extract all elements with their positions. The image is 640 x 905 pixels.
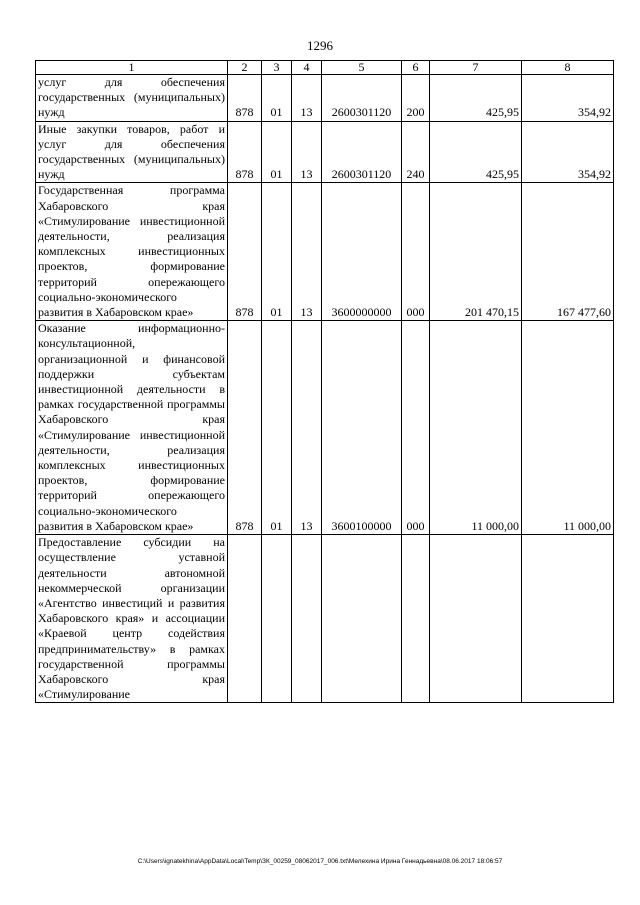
cell-amount-7: 11 000,00 (430, 321, 522, 535)
cell-subsection: 13 (292, 321, 322, 535)
cell-target-item: 3600000000 (322, 183, 402, 321)
page-number: 1296 (307, 38, 333, 53)
footer-file-path: C:\Users\ignatekhina\AppData\Local\Temp\ЗК_00259_08062017_006.txt\Мелехина Ирина Геннадьевна\08.06.2017 18:06:57 (137, 858, 503, 865)
cell-amount-7: 201 470,15 (430, 183, 522, 321)
col-header: 7 (430, 61, 522, 75)
col-header: 3 (262, 61, 292, 75)
row-name: Иные закупки товаров, работ и услуг для обеспечения государственных (муниципальных) нужд (36, 121, 228, 183)
cell-expense-type: 000 (402, 321, 430, 535)
cell-expense-type (402, 535, 430, 703)
col-header: 1 (36, 61, 228, 75)
cell-subsection: 13 (292, 183, 322, 321)
row-name: Государственная программа Хабаровского края «Стимулирование инвестиционной деятельности, реализация комплексных инвестиционных проектов, формирование территорий опережающего социально-экономического развития в Хабаровском крае» (36, 183, 228, 321)
cell-code (228, 535, 262, 703)
cell-target-item: 2600301120 (322, 75, 402, 122)
table-row (36, 121, 614, 183)
cell-amount-8: 354,92 (522, 121, 614, 183)
col-header: 5 (322, 61, 402, 75)
cell-amount-8: 167 477,60 (522, 183, 614, 321)
cell-amount-7: 425,95 (430, 121, 522, 183)
cell-amount-8: 11 000,00 (522, 321, 614, 535)
row-name: услуг для обеспечения государственных (муниципальных) нужд (36, 75, 228, 122)
row-name: Предоставление субсидии на осуществление уставной деятельности автономной некоммерческой организации «Агентство инвестиций и развития Хабаровского края» и ассоциации «Краевой центр содействия предпринимательству» в рамках государственной программы Хабаровского края «Стимулирование (36, 535, 228, 703)
cell-section (262, 535, 292, 703)
budget-table (35, 60, 614, 703)
cell-code: 878 (228, 321, 262, 535)
col-header: 6 (402, 61, 430, 75)
cell-code: 878 (228, 183, 262, 321)
cell-code: 878 (228, 75, 262, 122)
cell-subsection (292, 535, 322, 703)
cell-target-item: 2600301120 (322, 121, 402, 183)
col-header: 4 (292, 61, 322, 75)
col-header: 2 (228, 61, 262, 75)
cell-target-item (322, 535, 402, 703)
table-row (36, 183, 614, 321)
table-row (36, 321, 614, 535)
cell-target-item: 3600100000 (322, 321, 402, 535)
cell-section: 01 (262, 183, 292, 321)
cell-section: 01 (262, 121, 292, 183)
cell-expense-type: 000 (402, 183, 430, 321)
cell-code: 878 (228, 121, 262, 183)
cell-subsection: 13 (292, 75, 322, 122)
cell-expense-type: 240 (402, 121, 430, 183)
cell-amount-7 (430, 535, 522, 703)
cell-expense-type: 200 (402, 75, 430, 122)
cell-section: 01 (262, 75, 292, 122)
cell-amount-8: 354,92 (522, 75, 614, 122)
row-name: Оказание информационно-консультационной, организационной и финансовой поддержки субъектам инвестиционной деятельности в рамках государственной программы Хабаровского края «Стимулирование инвестиционной деятельности, реализация комплексных инвестиционных проектов, формирование территорий опережающего социально-экономического развития в Хабаровском крае» (36, 321, 228, 535)
cell-section: 01 (262, 321, 292, 535)
col-header: 8 (522, 61, 614, 75)
cell-amount-8 (522, 535, 614, 703)
table-row (36, 75, 614, 122)
cell-amount-7: 425,95 (430, 75, 522, 122)
table-row (36, 535, 614, 703)
header-row (36, 61, 614, 75)
cell-subsection: 13 (292, 121, 322, 183)
